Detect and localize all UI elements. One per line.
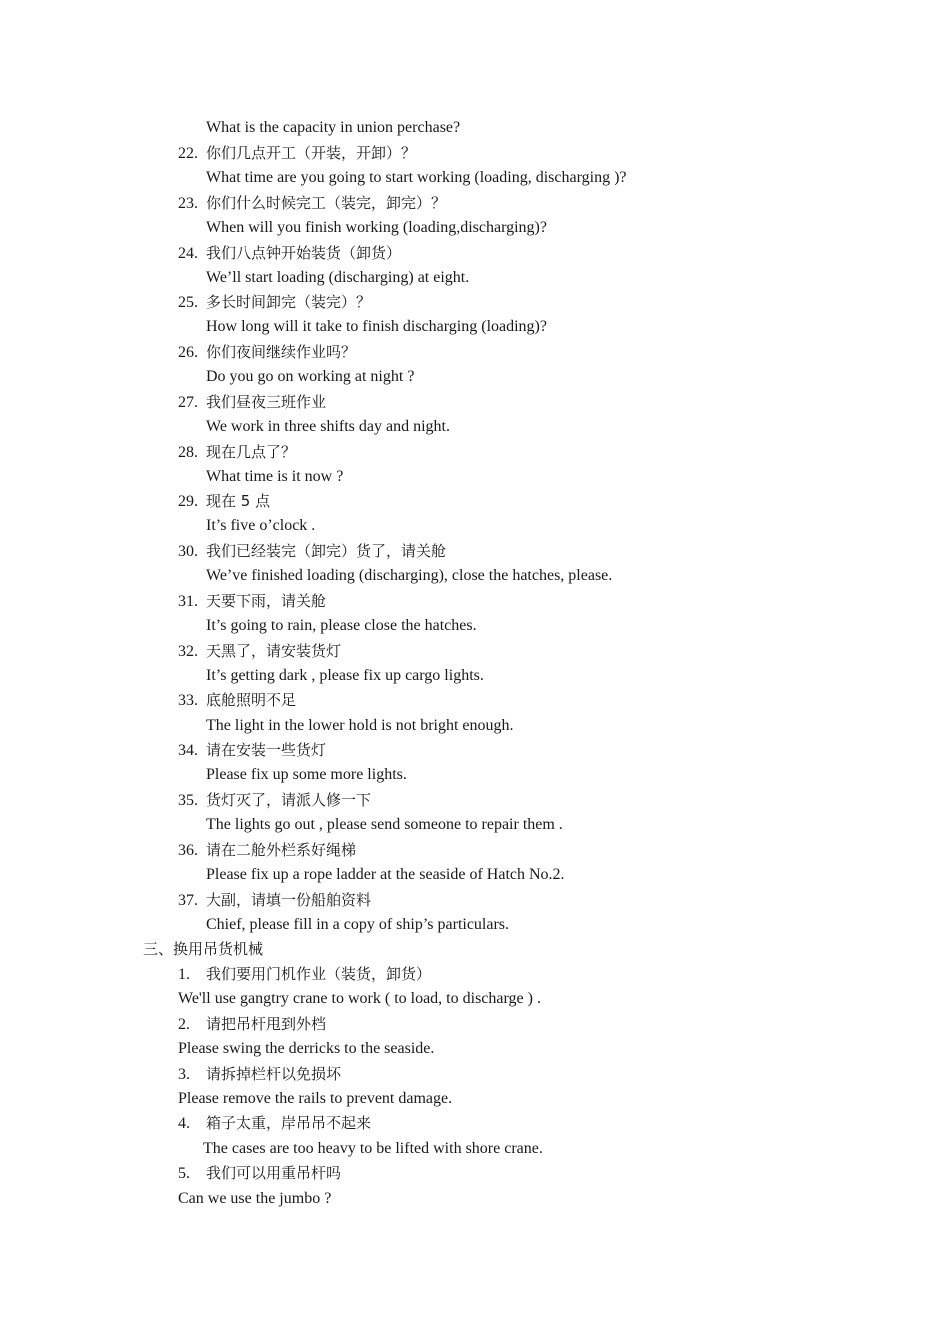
list-item: 3. 请拆掉栏杆以免损坏	[178, 1065, 342, 1083]
list-item: 5. 我们可以用重吊杆吗	[178, 1164, 342, 1182]
top-line: What is the capacity in union perchase?	[206, 119, 461, 136]
section-heading: 三、换用吊货机械	[143, 940, 264, 958]
list-item: 2. 请把吊杆甩到外档	[178, 1015, 327, 1033]
list-item: 24. 我们八点钟开始装货（卸货）	[178, 244, 402, 262]
translation-line: Please swing the derricks to the seaside.	[178, 1040, 435, 1057]
translation-line: Please remove the rails to prevent damage.	[178, 1090, 453, 1107]
list-item: 34. 请在安装一些货灯	[178, 741, 327, 759]
list-item: 36. 请在二舱外栏系好绳梯	[178, 841, 357, 859]
translation-line: The cases are too heavy to be lifted with shore crane.	[203, 1140, 543, 1157]
translation-line: It’s going to rain, please close the hatches.	[206, 617, 477, 634]
list-item: 27. 我们昼夜三班作业	[178, 393, 327, 411]
list-item: 33. 底舱照明不足	[178, 691, 297, 709]
list-item: 22. 你们几点开工（开装，开卸）？	[178, 144, 417, 162]
list-item: 31. 天要下雨，请关舱	[178, 592, 327, 610]
list-item: 23. 你们什么时候完工（装完，卸完）？	[178, 194, 447, 212]
list-item: 4. 箱子太重，岸吊吊不起来	[178, 1114, 372, 1132]
translation-line: It’s getting dark , please fix up cargo lights.	[206, 667, 484, 684]
list-item: 35. 货灯灭了，请派人修一下	[178, 791, 372, 809]
translation-line: Do you go on working at night ?	[206, 368, 415, 385]
translation-line: It’s five o’clock .	[206, 517, 316, 534]
translation-line: What time is it now ?	[206, 468, 344, 485]
translation-line: We work in three shifts day and night.	[206, 418, 450, 435]
translation-line: Please fix up a rope ladder at the seaside of Hatch No.2.	[206, 866, 565, 883]
translation-line: We’ll start loading (discharging) at eight.	[206, 269, 470, 286]
list-item: 30. 我们已经装完（卸完）货了，请关舱	[178, 542, 447, 560]
translation-line: The lights go out , please send someone to repair them .	[206, 816, 563, 833]
list-item: 29. 现在 5 点	[178, 492, 271, 510]
list-item: 28. 现在几点了？	[178, 443, 297, 461]
list-item: 25. 多长时间卸完（装完）？	[178, 293, 372, 311]
list-item: 37. 大副，请填一份船舶资料	[178, 891, 372, 909]
translation-line: The light in the lower hold is not bright enough.	[206, 717, 514, 734]
translation-line: What time are you going to start working (loading, discharging )?	[206, 169, 627, 186]
translation-line: We’ve finished loading (discharging), close the hatches, please.	[206, 567, 613, 584]
translation-line: Can we use the jumbo ?	[178, 1190, 332, 1207]
translation-line: Please fix up some more lights.	[206, 766, 407, 783]
translation-line: Chief, please fill in a copy of ship’s particulars.	[206, 916, 510, 933]
list-item: 1. 我们要用门机作业（装货，卸货）	[178, 965, 432, 983]
translation-line: How long will it take to finish discharging (loading)?	[206, 318, 547, 335]
translation-line: We'll use gangtry crane to work ( to load, to discharge ) .	[178, 990, 541, 1007]
translation-line: When will you finish working (loading,discharging)?	[206, 219, 547, 236]
list-item: 26. 你们夜间继续作业吗？	[178, 343, 357, 361]
list-item: 32. 天黑了，请安装货灯	[178, 642, 342, 660]
